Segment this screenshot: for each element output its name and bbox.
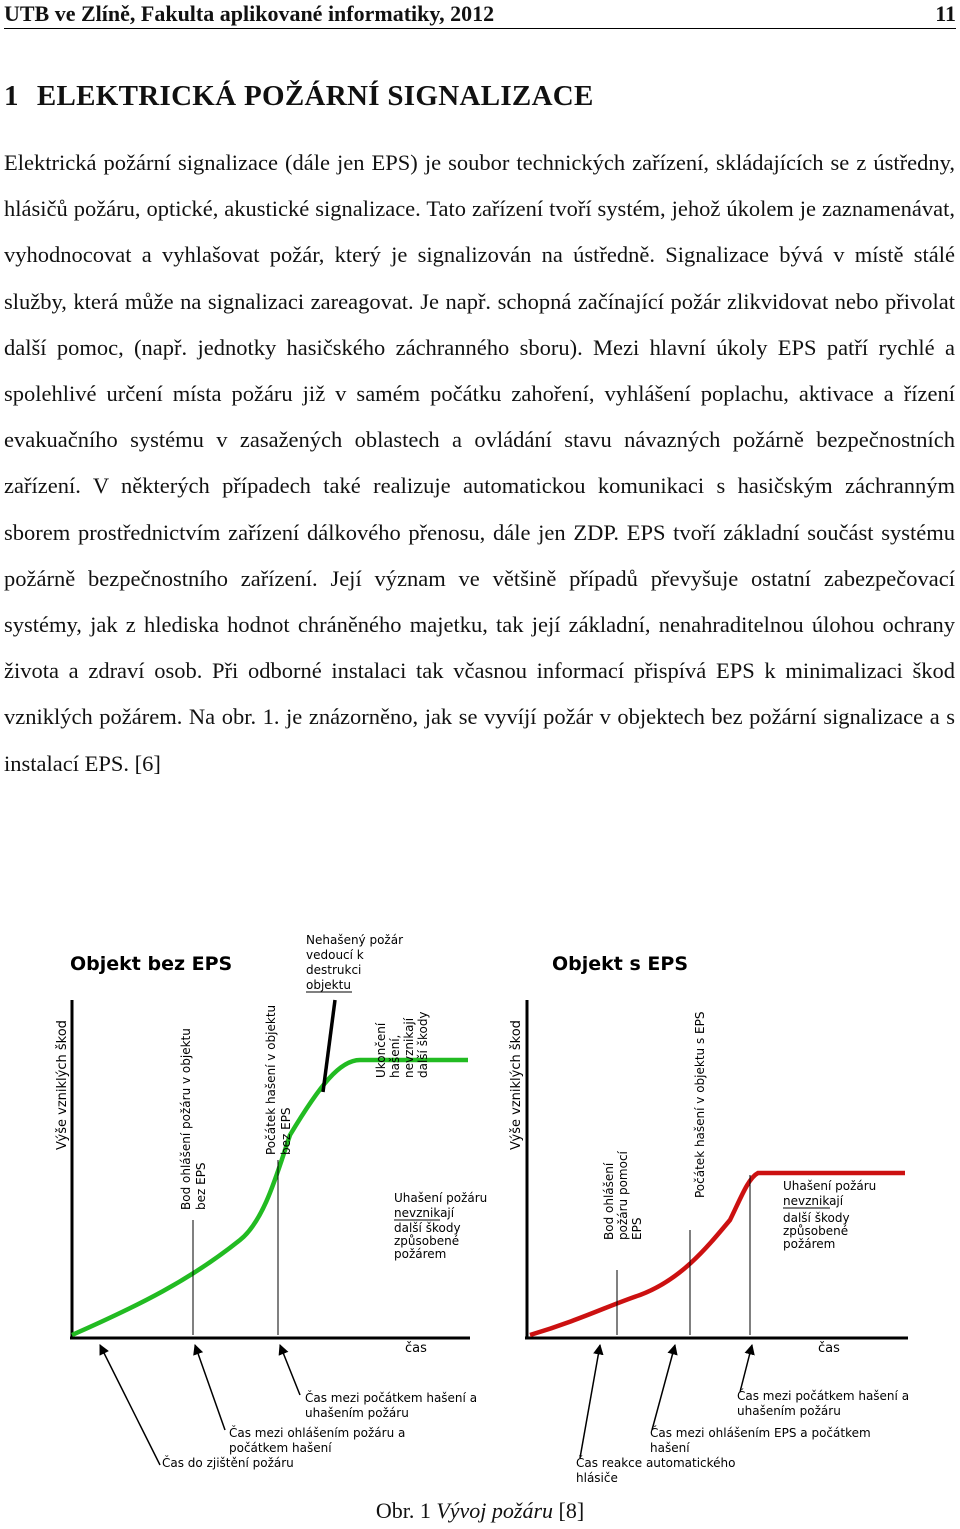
right-right-label-2a: další škody <box>783 1211 850 1225</box>
header-title: UTB ve Zlíně, Fakulta aplikované informatiky, 2012 <box>4 1 495 26</box>
right-detect-label-1: Bod ohlášení <box>602 1162 616 1240</box>
right-arrow-3 <box>580 1345 600 1458</box>
left-end-label-4: další škody <box>416 1011 430 1078</box>
left-detect-label-1: Bod ohlášení požáru v objektu <box>179 1028 193 1210</box>
right-bottom-label-2 <box>650 1425 875 1455</box>
section-number: 1 <box>4 80 19 112</box>
right-curve-red <box>530 1173 905 1335</box>
left-bottom-label-1b: uhašením požáru <box>305 1406 409 1420</box>
page-number: 11 <box>935 1 956 26</box>
left-top-label-1: Nehašený požár <box>306 933 404 947</box>
left-top-label-4: objektu <box>306 978 351 992</box>
left-bottom-label-2a: Čas mezi ohlášením požáru a <box>229 1426 406 1440</box>
left-end-label <box>374 1011 430 1078</box>
right-bottom-label-1 <box>737 1388 913 1418</box>
right-bottom-label-2a: Čas mezi ohlášením EPS a počátkem <box>650 1426 871 1440</box>
left-bottom-label-3: Čas do zjištění požáru <box>162 1456 294 1470</box>
left-detect-label-2: bez EPS <box>194 1162 208 1210</box>
caption-title: Vývoj požáru <box>436 1498 554 1523</box>
left-arrow-3 <box>100 1345 160 1465</box>
left-bottom-label-1 <box>305 1390 481 1420</box>
left-bottom-label-2b: počátkem hašení <box>229 1441 332 1455</box>
figure-caption <box>0 1498 960 1524</box>
right-bottom-label-3b: hlásiče <box>576 1471 618 1485</box>
left-xlabel: čas <box>405 1341 427 1356</box>
right-right-label-2b: způsobené <box>783 1224 849 1238</box>
left-detect-label <box>179 1024 208 1210</box>
right-bottom-label-3 <box>576 1455 739 1485</box>
right-title: Objekt s EPS <box>552 953 688 975</box>
right-xlabel: čas <box>818 1341 840 1356</box>
right-right-label-2 <box>783 1211 853 1251</box>
section-heading <box>4 80 594 113</box>
left-title: Objekt bez EPS <box>70 953 233 975</box>
right-start-label: Počátek hašení v objektu s EPS <box>693 1011 707 1198</box>
caption-prefix: Obr. 1 <box>375 1498 431 1523</box>
right-right-label-1 <box>783 1179 880 1208</box>
left-arrow-1 <box>280 1345 300 1395</box>
left-bottom-label-1a: Čas mezi počátkem hašení a <box>305 1391 478 1405</box>
left-top-label-2: vedoucí k <box>306 948 364 962</box>
left-top-label <box>306 933 407 992</box>
left-end-label-2: hašení, <box>388 1034 402 1078</box>
left-right-label-1b: nevznikají <box>394 1206 455 1220</box>
right-right-label-2c: požárem <box>783 1237 836 1251</box>
left-end-label-1: Ukončení <box>374 1022 388 1078</box>
left-arrow-2 <box>195 1345 225 1430</box>
left-start-label <box>264 1001 293 1155</box>
page-header <box>4 0 956 29</box>
right-detect-label-3: EPS <box>630 1217 644 1240</box>
left-right-label-2a: další škody <box>394 1221 461 1235</box>
right-bottom-label-2b: hašení <box>650 1441 690 1455</box>
right-bottom-label-1b: uhašením požáru <box>737 1404 841 1418</box>
caption-ref: [8] <box>558 1498 585 1523</box>
right-arrow-2 <box>652 1345 675 1430</box>
left-ylabel: Výše vzniklých škod <box>55 1020 70 1150</box>
right-ylabel: Výše vzniklých škod <box>509 1020 524 1150</box>
right-panel <box>509 953 913 1485</box>
left-right-label-1a: Uhašení požáru <box>394 1191 488 1205</box>
left-panel <box>55 933 491 1470</box>
right-right-label-1a: Uhašení požáru <box>783 1179 877 1193</box>
left-start-label-1: Počátek hašení v objektu <box>264 1004 278 1155</box>
left-right-label-1 <box>394 1191 491 1220</box>
right-bottom-label-3a: Čas reakce automatického <box>576 1456 736 1470</box>
left-right-label-2b: způsobené <box>394 1234 460 1248</box>
right-right-label-1b: nevznikají <box>783 1194 844 1208</box>
right-arrow-1 <box>740 1345 752 1392</box>
left-right-label-2 <box>394 1221 464 1261</box>
right-detect-label-2: požáru pomocí <box>616 1151 630 1240</box>
figure-svg <box>0 910 960 1490</box>
section-title: ELEKTRICKÁ POŽÁRNÍ SIGNALIZACE <box>36 80 594 112</box>
left-right-label-2c: požárem <box>394 1247 447 1261</box>
right-bottom-label-1a: Čas mezi počátkem hašení a <box>737 1389 910 1403</box>
left-top-label-3: destrukci <box>306 963 362 977</box>
right-detect-label <box>602 1147 644 1240</box>
left-end-label-3: nevznikají <box>402 1017 416 1078</box>
left-bottom-label-2 <box>229 1425 409 1455</box>
left-start-label-2: bez EPS <box>279 1107 293 1155</box>
figure-fire-development <box>0 910 960 1490</box>
body-paragraph: Elektrická požární signalizace (dále jen EPS) je soubor technických zařízení, skládajících se z ústředny, hlásičů požáru, optické, akustické signalizace. Tato zařízení tvoří systém, jehož úkolem je zaznamenávat, vyhodnocovat a vyhlašovat požár, který je signalizován na ústředně. Signalizace bývá v místě stálé služby, která může na signalizaci zareagovat. Je např. schopná začínající požár zlikvidovat nebo přivolat další pomoc, (např. jednotky hasičského záchranného sboru). Mezi hlavní úkoly EPS patří rychlé a spolehlivé určení místa požáru již v samém počátku zahoření, vyhlášení poplachu, aktivace a řízení evakuačního systému v zasažených oblastech a ovládání stavu návazných požárně bezpečnostních zařízení. V některých případech také realizuje automatickou komunikaci s hasičským záchranným sborem prostřednictvím zařízení dálkového přenosu, dále jen ZDP. EPS tvoří základní součást systému požárně bezpečnostního zařízení. Její význam ve většině případů převyšuje ostatní zabezpečovací systémy, jak z hlediska hodnot chráněného majetku, tak její základní, nenahraditelnou úlohou ochrany života a zdraví osob. Při odborné instalaci tak včasnou informací přispívá EPS k minimalizaci škod vzniklých požárem. Na obr. 1. je znázorněno, jak se vyvíjí požár v objektech bez požární signalizace a s instalací EPS. [6] <box>4 150 955 776</box>
